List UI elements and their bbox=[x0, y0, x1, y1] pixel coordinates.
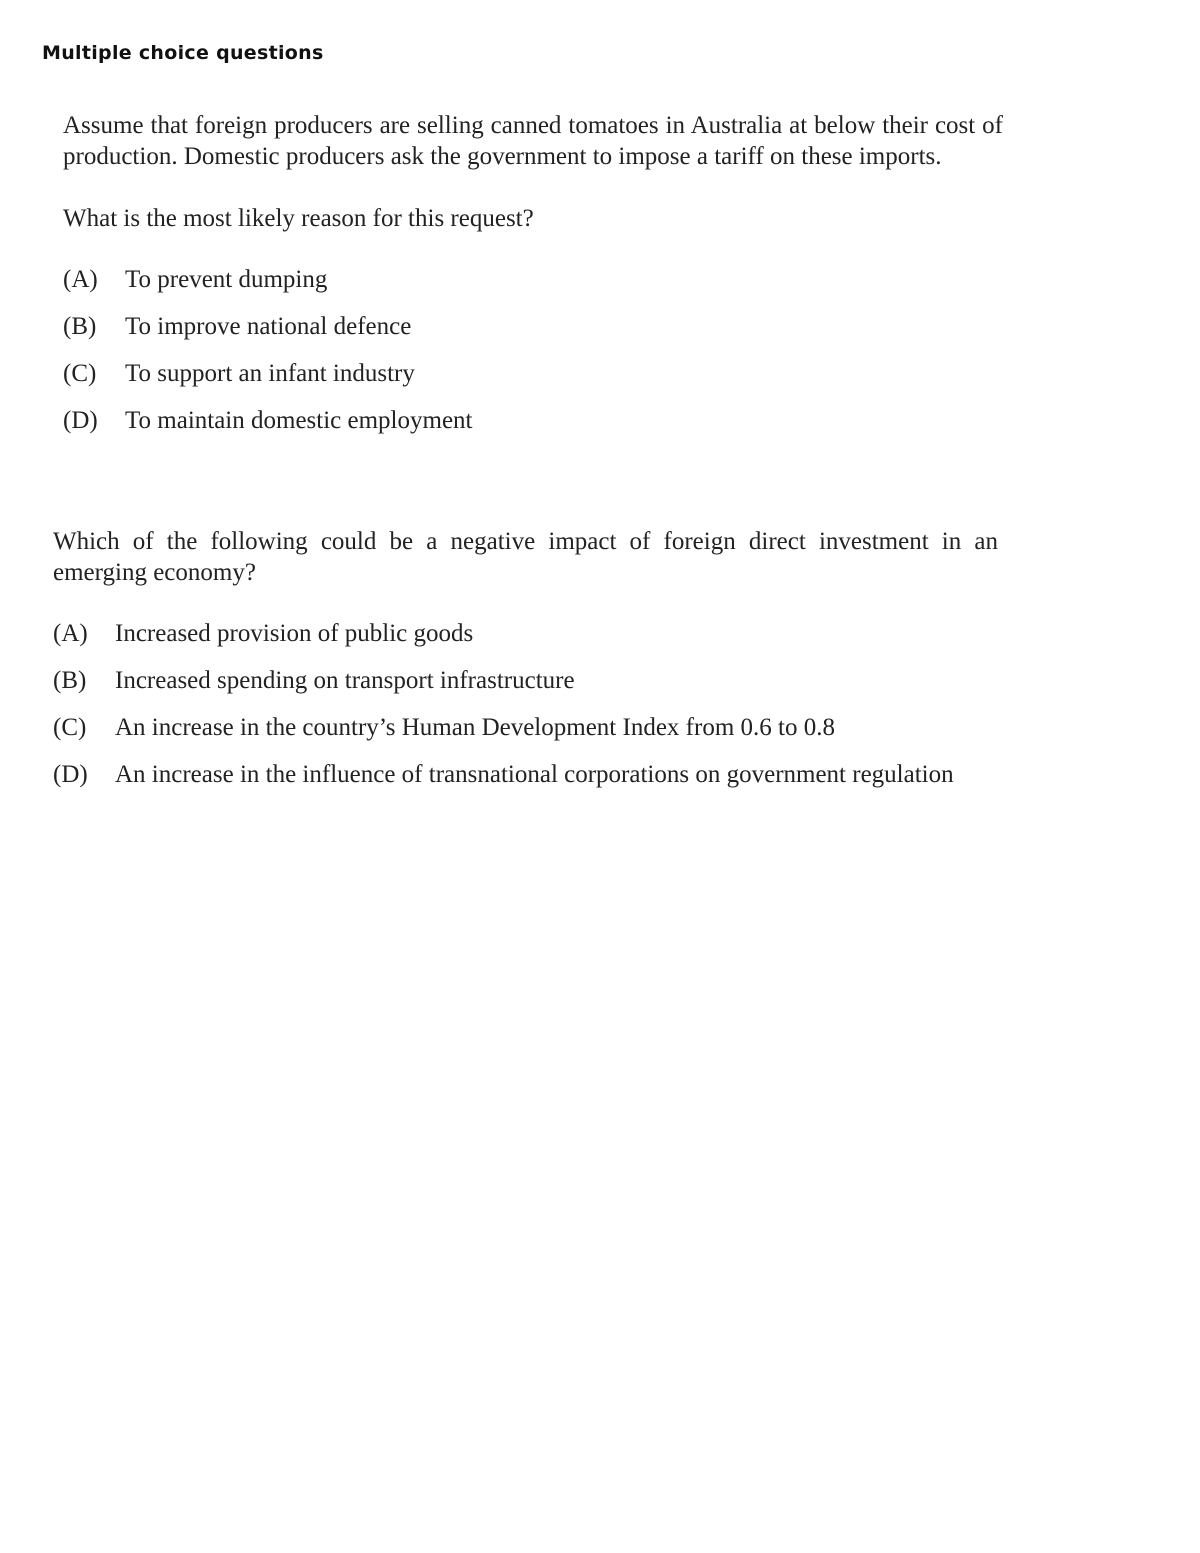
option-text: To prevent dumping bbox=[125, 266, 328, 293]
option-letter: (C) bbox=[53, 714, 87, 741]
option-letter: (B) bbox=[53, 667, 87, 694]
question-1-stem: Assume that foreign producers are selling canned tomatoes in Australia at below their cost of production. Domestic producers ask the government to impose a tariff on these imports. bbox=[63, 112, 1003, 170]
question-2-option-c[interactable] bbox=[53, 712, 998, 743]
option-text: To maintain domestic employment bbox=[125, 407, 473, 434]
option-text: To improve national defence bbox=[125, 313, 412, 340]
question-1-prompt: What is the most likely reason for this request? bbox=[63, 205, 534, 232]
question-2-option-b[interactable] bbox=[53, 665, 998, 696]
question-1-option-b[interactable] bbox=[63, 311, 1003, 342]
option-letter: (A) bbox=[53, 620, 88, 647]
question-1-option-a[interactable] bbox=[63, 264, 1003, 295]
question-2-option-d[interactable] bbox=[53, 759, 998, 790]
option-text: Increased provision of public goods bbox=[115, 620, 474, 647]
question-2-option-a[interactable] bbox=[53, 618, 998, 649]
option-letter: (D) bbox=[63, 407, 98, 434]
option-letter: (B) bbox=[63, 313, 97, 340]
question-1-option-c[interactable] bbox=[63, 358, 1003, 389]
option-letter: (D) bbox=[53, 761, 88, 788]
question-1 bbox=[63, 110, 1003, 452]
option-text: An increase in the influence of transnational corporations on government regulation bbox=[115, 761, 954, 788]
question-2-options bbox=[53, 618, 998, 790]
option-text: To support an infant industry bbox=[125, 360, 415, 387]
question-2-stem: Which of the following could be a negative impact of foreign direct investment in an emerging economy? bbox=[53, 528, 998, 586]
option-text: Increased spending on transport infrastructure bbox=[115, 667, 575, 694]
question-2 bbox=[53, 526, 998, 806]
option-text: An increase in the country’s Human Development Index from 0.6 to 0.8 bbox=[115, 714, 835, 741]
question-1-option-d[interactable] bbox=[63, 405, 1003, 436]
option-letter: (A) bbox=[63, 266, 98, 293]
page-heading: Multiple choice questions bbox=[42, 42, 324, 64]
option-letter: (C) bbox=[63, 360, 97, 387]
question-1-options bbox=[63, 264, 1003, 436]
